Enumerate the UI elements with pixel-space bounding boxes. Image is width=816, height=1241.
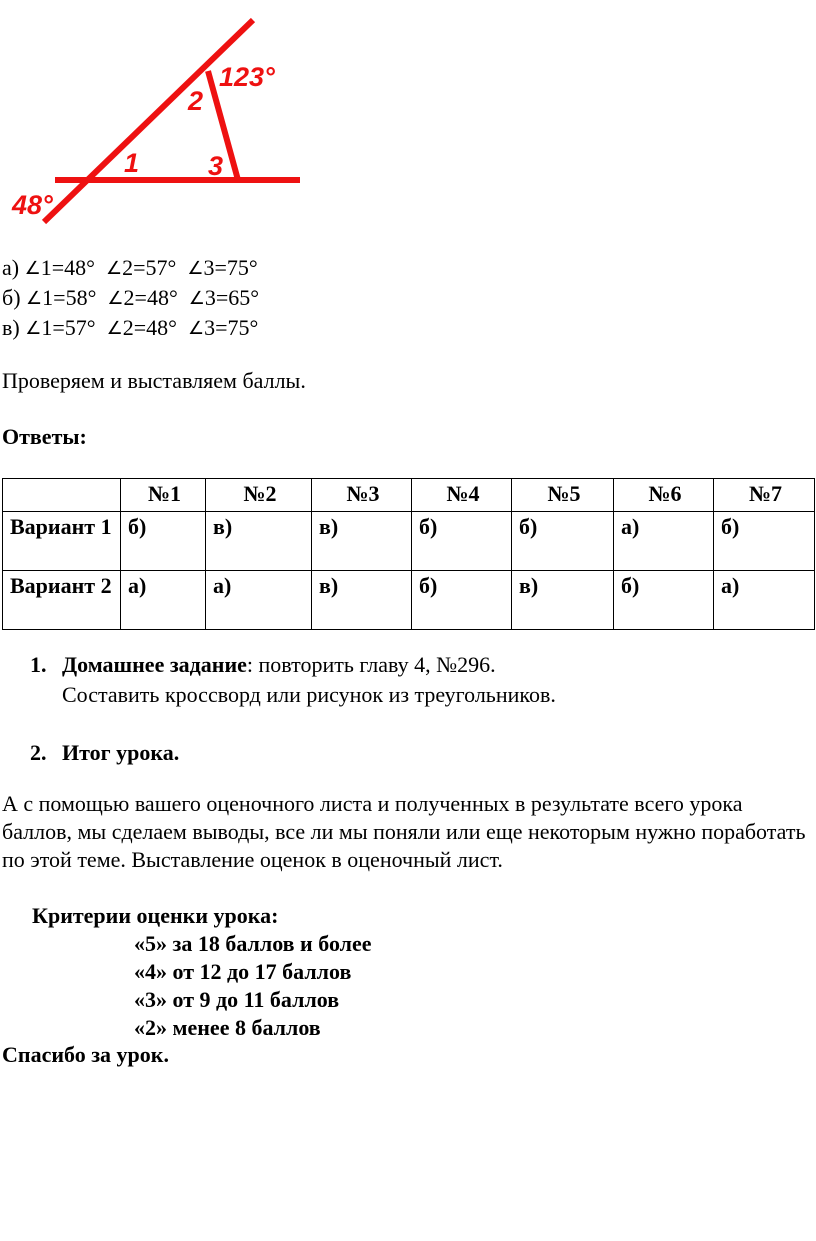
option-v	[2, 314, 259, 344]
angle-label-2: 2	[188, 86, 204, 116]
answers-table	[2, 478, 815, 630]
angle-icon: ∠	[26, 288, 43, 309]
table-header-row	[3, 479, 815, 512]
option-letter: в)	[2, 315, 20, 340]
row-label: Вариант 1	[3, 512, 121, 571]
angle-value: 3=75°	[203, 255, 258, 280]
table-header-cell: №5	[512, 479, 614, 512]
table-cell: б)	[412, 571, 512, 630]
summary-label: Итог урока.	[62, 740, 180, 765]
check-instruction: Проверяем и выставляем баллы.	[2, 368, 306, 393]
criteria-item: «4» от 12 до 17 баллов	[134, 959, 352, 984]
criteria-title: Критерии оценки урока:	[32, 903, 279, 928]
list-item-summary	[30, 738, 556, 768]
angle-label-1: 1	[124, 148, 140, 178]
numbered-list	[30, 650, 556, 768]
angle-label-3: 3	[208, 151, 224, 181]
table-cell: а)	[714, 571, 815, 630]
angle-value: 2=57°	[122, 255, 177, 280]
option-b	[2, 284, 259, 314]
homework-label: Домашнее задание	[62, 652, 247, 677]
table-cell: б)	[121, 512, 206, 571]
angle-icon: ∠	[188, 288, 205, 309]
table-cell: в)	[312, 512, 412, 571]
row-label: Вариант 2	[3, 571, 121, 630]
angle-icon: ∠	[106, 318, 123, 339]
table-header-cell: №4	[412, 479, 512, 512]
table-cell: б)	[714, 512, 815, 571]
criteria-item: «3» от 9 до 11 баллов	[134, 987, 340, 1012]
table-cell: а)	[206, 571, 312, 630]
angle-value: 3=65°	[204, 285, 260, 310]
triangle-figure	[0, 0, 310, 235]
table-cell: б)	[412, 512, 512, 571]
option-letter: б)	[2, 285, 21, 310]
angle-value: 2=48°	[122, 315, 177, 340]
angle-value: 1=48°	[40, 255, 95, 280]
table-header-cell: №3	[312, 479, 412, 512]
angle-value: 3=75°	[204, 315, 259, 340]
angle-icon: ∠	[105, 258, 123, 279]
answer-options	[2, 254, 259, 344]
homework-extra: Составить кроссворд или рисунок из треугольников.	[62, 682, 556, 707]
table-row	[3, 571, 815, 630]
criteria-item: «2» менее 8 баллов	[134, 1015, 321, 1040]
table-header-cell	[3, 479, 121, 512]
angle-icon: ∠	[24, 258, 41, 279]
angle-label-48: 48°	[12, 190, 53, 220]
table-cell: б)	[512, 512, 614, 571]
answers-heading: Ответы:	[2, 424, 87, 449]
angle-icon: ∠	[187, 318, 205, 339]
table-cell: в)	[512, 571, 614, 630]
table-cell: а)	[121, 571, 206, 630]
table-cell: а)	[614, 512, 714, 571]
angle-value: 1=57°	[41, 315, 96, 340]
angle-icon: ∠	[25, 318, 42, 339]
list-number: 2.	[30, 740, 47, 765]
list-number: 1.	[30, 652, 47, 677]
angle-icon: ∠	[187, 258, 204, 279]
criteria-item: «5» за 18 баллов и более	[134, 931, 372, 956]
option-letter: а)	[2, 255, 20, 280]
option-a	[2, 254, 259, 284]
grading-criteria	[32, 902, 372, 1042]
thanks-text: Спасибо за урок.	[2, 1042, 169, 1067]
table-header-cell: №1	[121, 479, 206, 512]
angle-value: 2=48°	[123, 285, 178, 310]
table-header-cell: №7	[714, 479, 815, 512]
angle-icon: ∠	[107, 288, 124, 309]
angle-label-123: 123°	[219, 62, 275, 92]
conclusion-paragraph: А с помощью вашего оценочного листа и полученных в результате всего урока баллов, мы сделаем выводы, все ли мы поняли или еще некоторым нужно поработать по этой теме. Выставление оценок в оценочный лист.	[2, 791, 806, 872]
homework-text: : повторить главу 4, №296.	[246, 652, 496, 677]
angle-value: 1=58°	[42, 285, 97, 310]
table-row	[3, 512, 815, 571]
table-cell: в)	[206, 512, 312, 571]
table-cell: в)	[312, 571, 412, 630]
table-header-cell: №2	[206, 479, 312, 512]
list-item-homework	[30, 650, 556, 680]
table-header-cell: №6	[614, 479, 714, 512]
table-cell: б)	[614, 571, 714, 630]
